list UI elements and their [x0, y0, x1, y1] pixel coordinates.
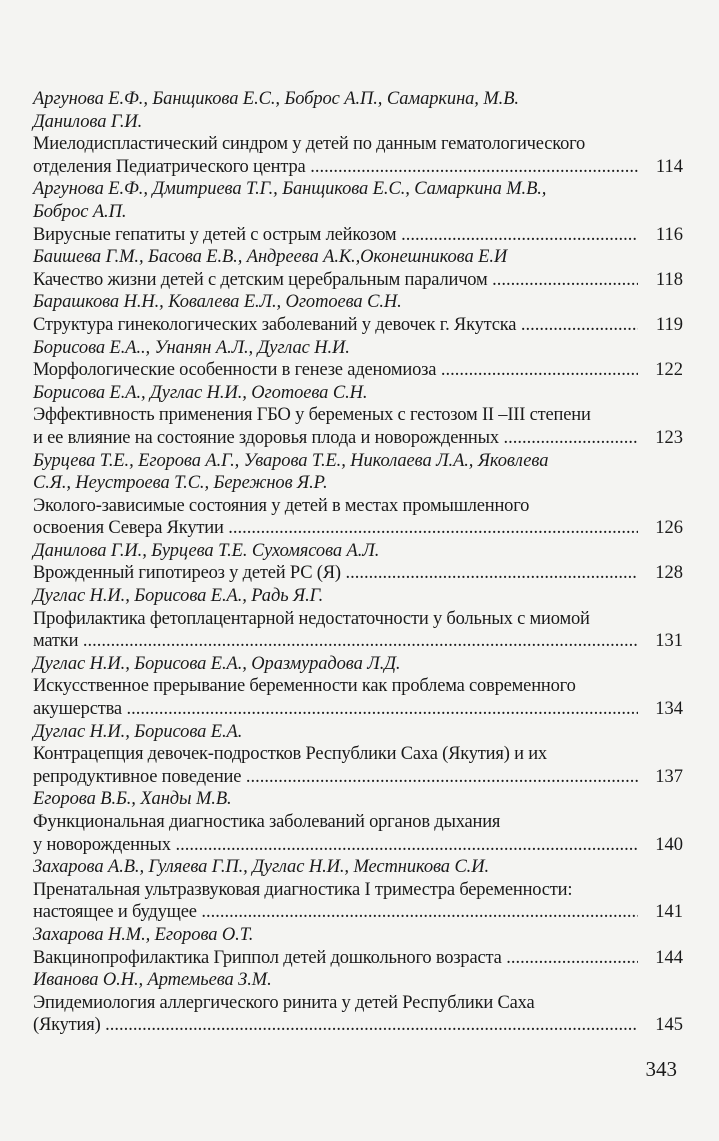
entry-title-row — [33, 224, 683, 247]
entry-authors: Аргунова Е.Ф., Банщикова Е.С., Боброс А.П., Самаркина, М.В. — [33, 89, 519, 109]
entry-authors: Дуглас Н.И., Борисова Е.А., Оразмурадова Л.Д. — [33, 653, 401, 674]
entry-page-number: 145 — [655, 1015, 683, 1036]
entry-title-line: акушерства ..... — [33, 698, 638, 721]
entry-title-line: освоения Севера Якутии ..... — [33, 517, 638, 540]
entry-title-row — [33, 404, 683, 449]
entry-authors: Барашкова Н.Н., Ковалева Е.Л., Оготоева С.Н. — [33, 292, 402, 313]
entry-page-number: 126 — [655, 518, 683, 539]
toc-entry — [33, 653, 683, 721]
entry-title-line: Структура гинекологических заболеваний у девочек г. Якутска ..... — [33, 314, 638, 337]
toc-entry — [33, 246, 683, 291]
entry-title-row — [33, 133, 683, 178]
entry-title-line: отделения Педиатрического центра ..... — [33, 156, 638, 179]
entry-title-line: Искусственное прерывание беременности как проблема современного — [33, 676, 576, 697]
entry-title-row — [33, 495, 683, 540]
entry-page-number: 144 — [655, 947, 683, 968]
entry-title-line: Эффективность применения ГБО у беременых с гестозом II –III степени — [33, 405, 591, 426]
entry-title — [33, 608, 638, 653]
entry-title — [33, 562, 638, 585]
entry-title-line: Миелодиспластический синдром у детей по данным гематологического — [33, 134, 586, 155]
entry-title-line: Вакцинопрофилактика Гриппол детей дошкольного возраста ..... — [33, 947, 638, 970]
entry-title-line: Эколого-зависимые состояния у детей в местах промышленного — [33, 495, 530, 516]
entry-page-number: 116 — [655, 224, 683, 245]
toc-entry — [33, 856, 683, 924]
entry-title-line: (Якутия) ..... — [33, 1014, 638, 1037]
entry-authors: Захарова Н.М., Егорова О.Т. — [33, 924, 254, 945]
entry-title — [33, 133, 638, 178]
toc-entry — [33, 924, 683, 969]
entry-title — [33, 359, 638, 382]
toc-entry — [33, 540, 683, 585]
entry-page-number: 118 — [655, 269, 683, 290]
entry-title — [33, 947, 638, 970]
entry-page-number: 137 — [655, 766, 683, 787]
entry-title-line: репродуктивное поведение ..... — [33, 766, 638, 789]
entry-authors: Данилова Г.И., Бурцева Т.Е. Сухомясова А.Л. — [33, 540, 380, 561]
entry-title-line: Эпидемиология аллергического ринита у детей Республики Саха — [33, 992, 535, 1013]
entry-title-row — [33, 879, 683, 924]
toc-entry — [33, 969, 683, 1037]
entry-page-number: 134 — [655, 699, 683, 720]
entry-title-line: Контрацепция девочек-подростков Республики Саха (Якутия) и их — [33, 744, 547, 765]
entry-title-line: Пренатальная ультразвуковая диагностика I триместра беременности: — [33, 879, 573, 900]
entry-title-line: Врожденный гипотиреоз у детей РС (Я) ..... — [33, 562, 638, 585]
entry-page-number: 141 — [655, 902, 683, 923]
entry-title-line: Профилактика фетоплацентарной недостаточности у больных с миомой — [33, 608, 590, 629]
entry-title-row — [33, 269, 683, 292]
entry-title-row — [33, 947, 683, 970]
entry-title — [33, 675, 638, 720]
entry-title-line: Морфологические особенности в генезе аденомиоза ..... — [33, 359, 638, 382]
entry-title-line: Вирусные гепатиты у детей с острым лейкозом ..... — [33, 224, 638, 247]
entry-title-row — [33, 743, 683, 788]
toc-entry — [33, 585, 683, 653]
entry-title — [33, 811, 638, 856]
toc-entry — [33, 88, 683, 178]
entry-page-number: 140 — [655, 834, 683, 855]
entry-authors: Борисова Е.А.., Унанян А.Л., Дуглас Н.И. — [33, 337, 350, 358]
entry-page-number: 131 — [655, 631, 683, 652]
entry-title-row — [33, 314, 683, 337]
page-number: 343 — [645, 1057, 677, 1081]
entry-title — [33, 269, 638, 292]
toc-entry — [33, 178, 683, 246]
entry-title-line: Качество жизни детей с детским церебральным параличом ..... — [33, 269, 638, 292]
table-of-contents — [33, 88, 683, 1037]
entry-page-number: 122 — [655, 360, 683, 381]
entry-page-number: 123 — [655, 427, 683, 448]
entry-title-row — [33, 992, 683, 1037]
toc-entry — [33, 382, 683, 450]
toc-entry — [33, 721, 683, 789]
entry-title-line: Функциональная диагностика заболеваний органов дыхания — [33, 812, 501, 832]
entry-title — [33, 495, 638, 540]
entry-title-line: настоящее и будущее ..... — [33, 901, 638, 924]
entry-authors: Дуглас Н.И., Борисова Е.А., Радь Я.Г. — [33, 586, 324, 607]
entry-title-row — [33, 811, 683, 856]
entry-authors: Данилова Г.И. — [33, 111, 143, 132]
entry-authors: Дуглас Н.И., Борисова Е.А. — [33, 721, 243, 742]
toc-entry — [33, 337, 683, 382]
entry-title-row — [33, 608, 683, 653]
toc-entry — [33, 450, 683, 540]
entry-title — [33, 314, 638, 337]
entry-title — [33, 992, 638, 1037]
entry-title — [33, 404, 638, 449]
entry-title-row — [33, 675, 683, 720]
entry-authors: Иванова О.Н., Артемьева З.М. — [33, 970, 272, 991]
entry-page-number: 128 — [655, 563, 683, 584]
entry-authors: Бурцева Т.Е., Егорова А.Г., Уварова Т.Е., Николаева Л.А., Яковлева — [33, 450, 549, 471]
entry-authors: Аргунова Е.Ф., Дмитриева Т.Г., Банщикова Е.С., Самаркина М.В., — [33, 179, 547, 200]
entry-authors: Захарова А.В., Гуляева Г.П., Дуглас Н.И., Местникова С.И. — [33, 857, 489, 878]
entry-authors: С.Я., Неустроева Т.С., Бережнов Я.Р. — [33, 473, 328, 494]
entry-title-row — [33, 562, 683, 585]
entry-title — [33, 743, 638, 788]
entry-page-number: 119 — [655, 314, 683, 335]
entry-title-line: у новорожденных ..... — [33, 834, 638, 857]
entry-title-row — [33, 359, 683, 382]
toc-entry — [33, 291, 683, 336]
entry-authors: Борисова Е.А., Дуглас Н.И., Оготоева С.Н. — [33, 382, 368, 403]
entry-authors: Боброс А.П. — [33, 201, 127, 222]
entry-title — [33, 879, 638, 924]
toc-entry — [33, 788, 683, 856]
entry-authors: Баишева Г.М., Басова Е.В., Андреева А.К.,Оконешникова Е.И — [33, 247, 508, 268]
entry-title — [33, 224, 638, 247]
entry-title-line: и ее влияние на состояние здоровья плода и новорожденных ..... — [33, 427, 638, 450]
entry-authors: Егорова В.Б., Ханды М.В. — [33, 789, 232, 810]
entry-title-line: матки ..... — [33, 630, 638, 653]
entry-page-number: 114 — [655, 156, 683, 177]
